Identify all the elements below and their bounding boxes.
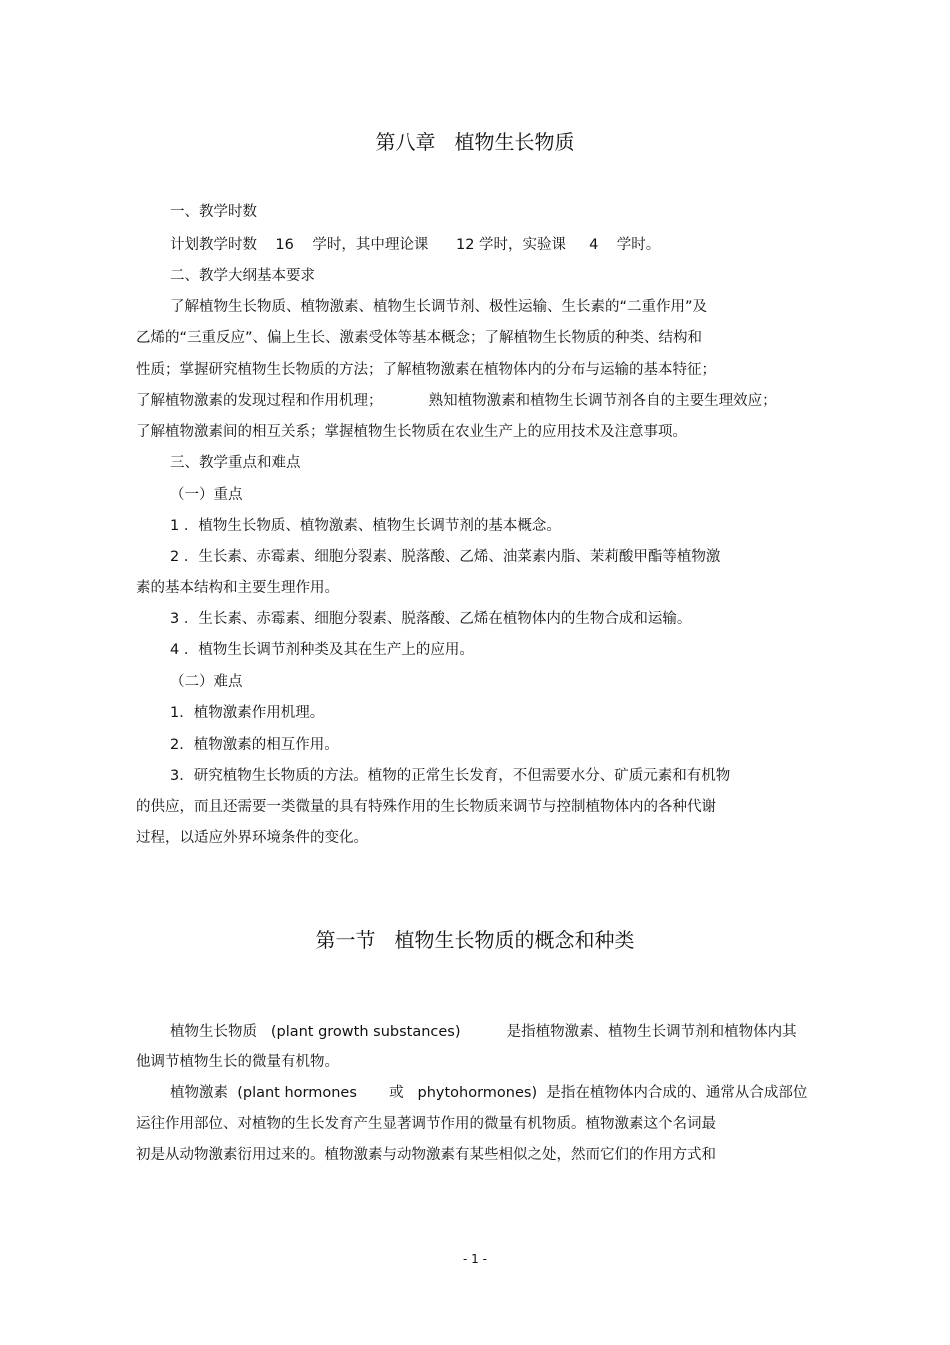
chapter-title: 第八章 植物生长物质 [375, 130, 575, 154]
text-line: 过程，以适应外界环境条件的变化。 [136, 830, 368, 846]
text-line: 性质；掌握研究植物生长物质的方法；了解植物激素在植物体内的分布与运输的基本特征； [136, 362, 716, 378]
text-line: 初是从动物激素衍用过来的。植物激素与动物激素有某些相似之处，然而它们的作用方式和 [136, 1147, 716, 1163]
text-line: 乙烯的“三重反应”、偏上生长、激素受体等基本概念；了解植物生长物质的种类、结构和 [136, 330, 703, 346]
text-line: 1 ．植物生长物质、植物激素、植物生长调节剂的基本概念。 [170, 518, 561, 534]
text-line: 他调节植物生长的微量有机物。 [136, 1054, 339, 1070]
text-line: 了解植物激素的发现过程和作用机理； 熟知植物激素和植物生长调节剂各自的主要生理效应； [136, 393, 777, 409]
text-line: 2 ．生长素、赤霉素、细胞分裂素、脱落酸、乙烯、油菜素内脂、茉莉酸甲酯等植物激 [170, 549, 721, 565]
text-line: （一）重点 [170, 487, 243, 503]
text-line: 3．研究植物生长物质的方法。植物的正常生长发育，不但需要水分、矿质元素和有机物 [170, 768, 731, 784]
text-line: 了解植物生长物质、植物激素、植物生长调节剂、极性运输、生长素的“二重作用”及 [170, 299, 708, 315]
text-line: 了解植物激素间的相互关系；掌握植物生长物质在农业生产上的应用技术及注意事项。 [136, 424, 687, 440]
text-line: 植物生长物质 (plant growth substances) 是指植物激素、植物生长调节剂和植物体内其 [170, 1024, 797, 1040]
text-line: 素的基本结构和主要生理作用。 [136, 580, 339, 596]
text-line: 运往作用部位、对植物的生长发育产生显著调节作用的微量有机物质。植物激素这个名词最 [136, 1116, 716, 1132]
text-line: 一、教学时数 [170, 204, 257, 220]
text-line: 植物激素 (plant hormones 或 phytohormones) 是指在植物体内合成的、通常从合成部位 [170, 1085, 808, 1101]
text-line: （二）难点 [170, 674, 243, 690]
section-title: 第一节 植物生长物质的概念和种类 [315, 928, 635, 952]
text-line: 3 ．生长素、赤霉素、细胞分裂素、脱落酸、乙烯在植物体内的生物合成和运输。 [170, 611, 692, 627]
text-line: 的供应，而且还需要一类微量的具有特殊作用的生长物质来调节与控制植物体内的各种代谢 [136, 799, 716, 815]
text-line: 计划教学时数 16 学时，其中理论课 12 学时，实验课 4 学时。 [170, 237, 661, 253]
text-line: 二、教学大纲基本要求 [170, 268, 315, 284]
text-line: 4 ．植物生长调节剂种类及其在生产上的应用。 [170, 642, 474, 658]
text-line: 1．植物激素作用机理。 [170, 705, 325, 721]
text-line: 2．植物激素的相互作用。 [170, 737, 339, 753]
text-line: 三、教学重点和难点 [170, 455, 301, 471]
page-number: - 1 - [463, 1252, 487, 1266]
